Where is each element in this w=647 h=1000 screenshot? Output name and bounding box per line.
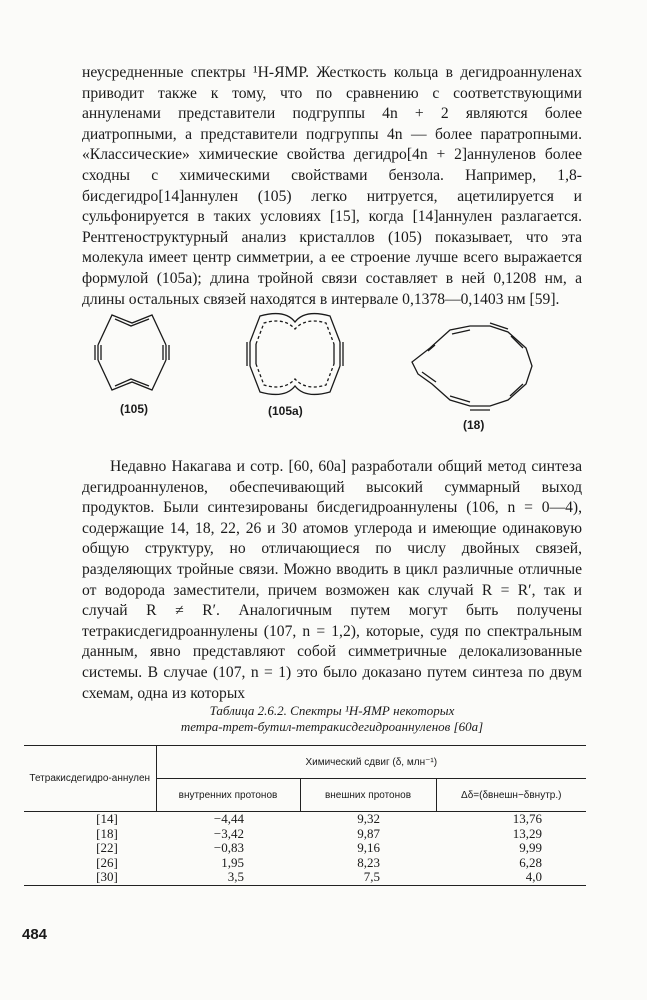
table-row [24,827,586,842]
header-inner-protons: внутренних протонов [156,779,300,812]
page-number: 484 [22,926,48,943]
cell-name: [22] [96,840,118,855]
cell-inner: −0,83 [213,840,244,855]
cell-outer: 8,23 [357,854,380,870]
cell-name: [26] [96,854,118,870]
cell-name: [18] [96,825,118,841]
table-title-line-1: Таблица 2.6.2. Спектры ¹H-ЯМР некоторых [209,703,455,718]
table-row [24,856,586,871]
cell-delta: 13,76 [512,811,542,826]
cell-inner: 3,5 [156,870,300,885]
cell-delta: 9,99 [519,840,542,855]
cell-delta: 4,0 [436,870,586,885]
label-18: (18) [463,418,485,432]
structure-figures [0,300,647,440]
cell-outer: 9,16 [357,840,380,855]
paragraph-2: Недавно Накагава и сотр. [60, 60а] разработали общий метод синтеза дегидроаннуленов, обеспечивающий высокий суммарный выход продуктов. Были синтезированы бисдегидроаннулены (106, n = 0—4), содержащие 14, 18, 22, 26 и 30 атомов углерода и имеющие одинаковую общую структуру, но отличающиеся по числу двойных связей, разделяющих тройные связи. Можно вводить в цикл различные отличные от водорода заместители, причем возможен как случай R = R′, так и случай R ≠ R′. Аналогичным путем могут быть получены тетракисдегидроаннулены (107, n = 1,2), которые, судя по спектральным данным, явно представляют собой симметричные делокализованные системы. В случае (107, n = 1) это было доказано путем синтеза по двум схемам, одна из которых [82,458,582,702]
header-delta: Δδ=(δвнешн−δвнутр.) [436,779,586,812]
table-body [24,812,586,886]
cell-delta: 13,29 [512,825,542,841]
table-row [24,870,586,885]
structure-105 [95,315,169,390]
cell-inner: −3,42 [213,825,244,841]
cell-outer: 9,87 [357,825,380,841]
structure-drawings [0,300,647,440]
paragraph-1: неусредненные спектры ¹H-ЯМР. Жесткость кольца в дегидроаннуленах приводит также к тому, что по сравнению с соответствующими аннуленами представители подгруппы 4n + 2 являются более диатропными, а представители подгруппы 4n — более паратропными. «Классические» химические свойства дегидро[4n + 2]аннуленов более сходны с химическими свойствами бензола. Например, 1,8-бисдегидро[14]аннулен (105) легко нитруется, ацетилируется и сульфонируется в таких условиях [15], когда [14]аннулен разлагается. Рентгеноструктурный анализ кристаллов (105) показывает, что эта молекула имеет центр симметрии, а ее строение лучше всего выражается формулой (105а); длина тройной связи составляет в ней 0,1208 нм, а длины остальных связей находятся в интервале 0,1378—0,1403 нм [59]. [82,64,582,308]
cell-name: [30] [24,870,156,885]
header-annulene: Тетракисдегидро-аннулен [24,746,156,812]
structure-18 [412,323,532,410]
cell-name: [14] [96,811,118,826]
cell-inner: −4,44 [213,811,244,826]
table-row [24,841,586,856]
cell-delta: 6,28 [519,854,542,870]
header-outer-protons: внешних протонов [300,779,436,812]
cell-outer: 7,5 [300,870,436,885]
nmr-table [24,745,586,886]
table-row [24,812,586,827]
cell-outer: 9,32 [357,811,380,826]
cell-inner: 1,95 [221,854,244,870]
table-title-line-2: тетра-трет-бутил-тетракисдегидроаннуленов [60а] [180,719,484,734]
label-105: (105) [120,402,149,416]
structure-105a [247,314,343,395]
header-chemical-shift: Химический сдвиг (δ, млн⁻¹) [156,746,586,779]
table-title [82,703,582,735]
label-105a: (105a) [268,404,303,418]
